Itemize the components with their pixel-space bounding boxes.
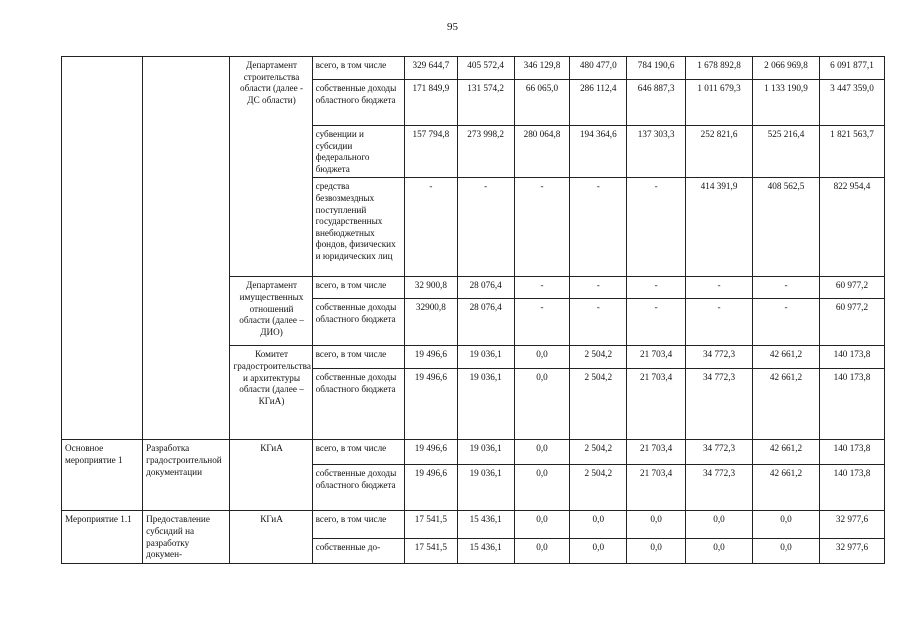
value-cell: 0,0 bbox=[686, 538, 753, 563]
value-cell: 646 887,3 bbox=[627, 80, 686, 126]
value-cell: 273 998,2 bbox=[457, 126, 514, 178]
source-cell: всего, в том числе bbox=[312, 346, 404, 369]
value-cell: 34 772,3 bbox=[686, 440, 753, 465]
value-cell: 784 190,6 bbox=[627, 57, 686, 80]
value-cell: 286 112,4 bbox=[570, 80, 627, 126]
value-cell: 3 447 359,0 bbox=[819, 80, 884, 126]
value-cell: - bbox=[514, 299, 570, 346]
value-cell: 329 644,7 bbox=[404, 57, 457, 80]
value-cell: 2 066 969,8 bbox=[753, 57, 820, 80]
value-cell: 140 173,8 bbox=[819, 346, 884, 369]
value-cell: 15 436,1 bbox=[457, 538, 514, 563]
value-cell: 66 065,0 bbox=[514, 80, 570, 126]
source-cell: всего, в том числе bbox=[312, 57, 404, 80]
source-cell: всего, в том числе bbox=[312, 277, 404, 299]
value-cell: 42 661,2 bbox=[753, 369, 820, 440]
value-cell: 0,0 bbox=[514, 346, 570, 369]
value-cell: - bbox=[753, 299, 820, 346]
value-cell: 0,0 bbox=[514, 440, 570, 465]
value-cell: 21 703,4 bbox=[627, 440, 686, 465]
value-cell: 1 011 679,3 bbox=[686, 80, 753, 126]
value-cell: 0,0 bbox=[627, 511, 686, 538]
table-row bbox=[62, 57, 885, 80]
activity-cell: Основное мероприятие 1 bbox=[62, 440, 143, 511]
value-cell: 34 772,3 bbox=[686, 369, 753, 440]
value-cell: 2 504,2 bbox=[570, 369, 627, 440]
value-cell: 32 900,8 bbox=[404, 277, 457, 299]
table-row bbox=[62, 440, 885, 465]
value-cell: 0,0 bbox=[753, 538, 820, 563]
source-cell: собственные до- bbox=[312, 538, 404, 563]
value-cell: 157 794,8 bbox=[404, 126, 457, 178]
value-cell: 15 436,1 bbox=[457, 511, 514, 538]
value-cell: 34 772,3 bbox=[686, 346, 753, 369]
value-cell: - bbox=[404, 178, 457, 277]
row-label-cell bbox=[62, 57, 143, 440]
value-cell: 171 849,9 bbox=[404, 80, 457, 126]
value-cell: 19 036,1 bbox=[457, 440, 514, 465]
source-cell: собственные доходы областного бюджета bbox=[312, 369, 404, 440]
value-cell: - bbox=[570, 178, 627, 277]
activity-cell: Мероприятие 1.1 bbox=[62, 511, 143, 563]
value-cell: 0,0 bbox=[514, 538, 570, 563]
value-cell: 32900,8 bbox=[404, 299, 457, 346]
value-cell: 42 661,2 bbox=[753, 346, 820, 369]
value-cell: 0,0 bbox=[514, 369, 570, 440]
value-cell: 280 064,8 bbox=[514, 126, 570, 178]
table-row bbox=[62, 511, 885, 538]
value-cell: 140 173,8 bbox=[819, 465, 884, 511]
activity-name-cell: Разработка градостроительной документации bbox=[143, 440, 230, 511]
value-cell: 42 661,2 bbox=[753, 465, 820, 511]
value-cell: 19 496,6 bbox=[404, 369, 457, 440]
value-cell: 1 678 892,8 bbox=[686, 57, 753, 80]
value-cell: - bbox=[627, 178, 686, 277]
value-cell: 0,0 bbox=[627, 538, 686, 563]
executor-cell: Комитет градостроительства и архитектуры области (далее – КГиА) bbox=[230, 346, 312, 440]
value-cell: 21 703,4 bbox=[627, 465, 686, 511]
value-cell: 32 977,6 bbox=[819, 511, 884, 538]
value-cell: 19 036,1 bbox=[457, 346, 514, 369]
value-cell: 131 574,2 bbox=[457, 80, 514, 126]
executor-cell: Департамент строительства области (далее - ДС области) bbox=[230, 57, 312, 277]
value-cell: 60 977,2 bbox=[819, 277, 884, 299]
source-cell: субвенции и субсидии федерального бюджета bbox=[312, 126, 404, 178]
value-cell: 822 954,4 bbox=[819, 178, 884, 277]
value-cell: 19 036,1 bbox=[457, 465, 514, 511]
value-cell: 525 216,4 bbox=[753, 126, 820, 178]
value-cell: 140 173,8 bbox=[819, 440, 884, 465]
value-cell: 2 504,2 bbox=[570, 465, 627, 511]
value-cell: 19 496,6 bbox=[404, 346, 457, 369]
activity-name-cell: Предоставление субсидий на разработку докумен- bbox=[143, 511, 230, 563]
value-cell: 19 496,6 bbox=[404, 440, 457, 465]
source-cell: всего, в том числе bbox=[312, 511, 404, 538]
source-cell: собственные доходы областного бюджета bbox=[312, 465, 404, 511]
value-cell: 0,0 bbox=[753, 511, 820, 538]
value-cell: 480 477,0 bbox=[570, 57, 627, 80]
value-cell: - bbox=[514, 178, 570, 277]
value-cell: - bbox=[457, 178, 514, 277]
value-cell: 32 977,6 bbox=[819, 538, 884, 563]
value-cell: 0,0 bbox=[570, 511, 627, 538]
value-cell: 0,0 bbox=[514, 511, 570, 538]
value-cell: 42 661,2 bbox=[753, 440, 820, 465]
value-cell: - bbox=[686, 277, 753, 299]
source-cell: собственные доходы областного бюджета bbox=[312, 299, 404, 346]
value-cell: 2 504,2 bbox=[570, 440, 627, 465]
value-cell: 0,0 bbox=[686, 511, 753, 538]
executor-cell: КГиА bbox=[230, 440, 312, 511]
value-cell: 0,0 bbox=[514, 465, 570, 511]
value-cell: - bbox=[686, 299, 753, 346]
value-cell: 1 821 563,7 bbox=[819, 126, 884, 178]
value-cell: 21 703,4 bbox=[627, 346, 686, 369]
value-cell: - bbox=[514, 277, 570, 299]
value-cell: 17 541,5 bbox=[404, 511, 457, 538]
value-cell: - bbox=[570, 299, 627, 346]
value-cell: 140 173,8 bbox=[819, 369, 884, 440]
row-label-cell bbox=[143, 57, 230, 440]
value-cell: 408 562,5 bbox=[753, 178, 820, 277]
value-cell: 252 821,6 bbox=[686, 126, 753, 178]
executor-cell: КГиА bbox=[230, 511, 312, 563]
value-cell: 19 036,1 bbox=[457, 369, 514, 440]
value-cell: 2 504,2 bbox=[570, 346, 627, 369]
value-cell: 194 364,6 bbox=[570, 126, 627, 178]
budget-table-container bbox=[61, 56, 885, 564]
value-cell: 1 133 190,9 bbox=[753, 80, 820, 126]
value-cell: 21 703,4 bbox=[627, 369, 686, 440]
value-cell: - bbox=[627, 299, 686, 346]
value-cell: 405 572,4 bbox=[457, 57, 514, 80]
value-cell: 19 496,6 bbox=[404, 465, 457, 511]
value-cell: 28 076,4 bbox=[457, 277, 514, 299]
page-number: 95 bbox=[447, 21, 458, 33]
executor-cell: Департамент имущественных отношений области (далее – ДИО) bbox=[230, 277, 312, 346]
value-cell: 6 091 877,1 bbox=[819, 57, 884, 80]
value-cell: 346 129,8 bbox=[514, 57, 570, 80]
value-cell: 137 303,3 bbox=[627, 126, 686, 178]
value-cell: - bbox=[753, 277, 820, 299]
value-cell: 0,0 bbox=[570, 538, 627, 563]
source-cell: средства безвозмездных поступлений государственных внебюджетных фондов, физических и юридических лиц bbox=[312, 178, 404, 277]
budget-table bbox=[61, 56, 885, 564]
source-cell: всего, в том числе bbox=[312, 440, 404, 465]
value-cell: - bbox=[570, 277, 627, 299]
value-cell: 414 391,9 bbox=[686, 178, 753, 277]
value-cell: 60 977,2 bbox=[819, 299, 884, 346]
value-cell: 34 772,3 bbox=[686, 465, 753, 511]
source-cell: собственные доходы областного бюджета bbox=[312, 80, 404, 126]
value-cell: 28 076,4 bbox=[457, 299, 514, 346]
value-cell: - bbox=[627, 277, 686, 299]
value-cell: 17 541,5 bbox=[404, 538, 457, 563]
